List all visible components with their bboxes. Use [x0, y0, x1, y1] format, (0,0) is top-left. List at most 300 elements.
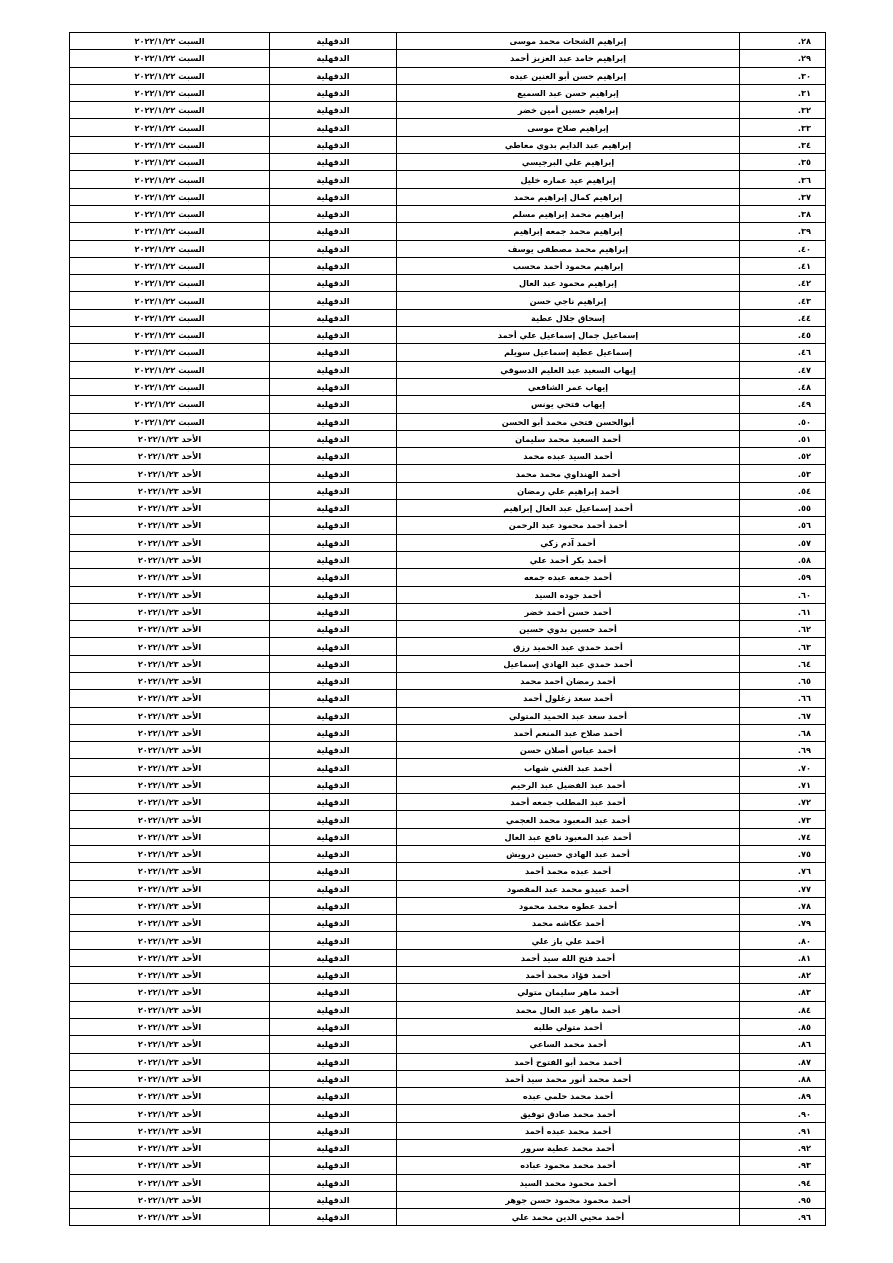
person-name: أحمد آدم زكي — [397, 534, 740, 551]
row-number: ٤٢. — [740, 275, 826, 292]
governorate: الدقهلية — [270, 396, 397, 413]
date-cell: السبت ٢٠٢٢/١/٢٢ — [70, 223, 270, 240]
date-cell: السبت ٢٠٢٢/١/٢٢ — [70, 205, 270, 222]
date-cell: السبت ٢٠٢٢/١/٢٢ — [70, 413, 270, 430]
governorate: الدقهلية — [270, 1191, 397, 1208]
governorate: الدقهلية — [270, 102, 397, 119]
person-name: إبراهيم كمال إبراهيم محمد — [397, 188, 740, 205]
governorate: الدقهلية — [270, 136, 397, 153]
date-cell: السبت ٢٠٢٢/١/٢٢ — [70, 67, 270, 84]
person-name: إبراهيم حسين أمين خضر — [397, 102, 740, 119]
person-name: إبراهيم علي البرجيسي — [397, 154, 740, 171]
table-row — [70, 984, 826, 1001]
row-number: ٢٩. — [740, 50, 826, 67]
governorate: الدقهلية — [270, 327, 397, 344]
governorate: الدقهلية — [270, 932, 397, 949]
date-cell: السبت ٢٠٢٢/١/٢٢ — [70, 344, 270, 361]
table-row — [70, 690, 826, 707]
table-row — [70, 205, 826, 222]
table-row — [70, 448, 826, 465]
person-name: إبراهيم ناجي حسن — [397, 292, 740, 309]
governorate: الدقهلية — [270, 1001, 397, 1018]
person-name: أحمد إبراهيم علي رمضان — [397, 482, 740, 499]
governorate: الدقهلية — [270, 603, 397, 620]
person-name: أحمد الهنداوي محمد محمد — [397, 465, 740, 482]
governorate: الدقهلية — [270, 655, 397, 672]
row-number: ٦٣. — [740, 638, 826, 655]
date-cell: السبت ٢٠٢٢/١/٢٢ — [70, 84, 270, 101]
row-number: ٧٧. — [740, 880, 826, 897]
person-name: أحمد سعد زغلول أحمد — [397, 690, 740, 707]
person-name: أحمد رمضان أحمد محمد — [397, 672, 740, 689]
governorate: الدقهلية — [270, 534, 397, 551]
person-name: أحمد ماهر عبد العال محمد — [397, 1001, 740, 1018]
person-name: أحمد حسن أحمد خضر — [397, 603, 740, 620]
table-row — [70, 586, 826, 603]
person-name: أحمد محمود محمد السيد — [397, 1174, 740, 1191]
governorate: الدقهلية — [270, 776, 397, 793]
person-name: أحمد حمدي عبد الهادي إسماعيل — [397, 655, 740, 672]
date-cell: السبت ٢٠٢٢/١/٢٢ — [70, 102, 270, 119]
date-cell: الأحد ٢٠٢٢/١/٢٣ — [70, 430, 270, 447]
governorate: الدقهلية — [270, 154, 397, 171]
date-cell: السبت ٢٠٢٢/١/٢٢ — [70, 188, 270, 205]
person-name: إسماعيل عطية إسماعيل سويلم — [397, 344, 740, 361]
person-name: إبراهيم حسن أبو العنين عبده — [397, 67, 740, 84]
table-row — [70, 845, 826, 862]
date-cell: السبت ٢٠٢٢/١/٢٢ — [70, 275, 270, 292]
date-cell: الأحد ٢٠٢٢/١/٢٣ — [70, 621, 270, 638]
governorate: الدقهلية — [270, 188, 397, 205]
date-cell: الأحد ٢٠٢٢/١/٢٣ — [70, 551, 270, 568]
date-cell: الأحد ٢٠٢٢/١/٢٣ — [70, 1018, 270, 1035]
person-name: أحمد محمد الساعي — [397, 1036, 740, 1053]
table-row — [70, 569, 826, 586]
table-row — [70, 275, 826, 292]
governorate: الدقهلية — [270, 292, 397, 309]
table-row — [70, 1001, 826, 1018]
date-cell: الأحد ٢٠٢٢/١/٢٣ — [70, 863, 270, 880]
governorate: الدقهلية — [270, 828, 397, 845]
date-cell: الأحد ٢٠٢٢/١/٢٣ — [70, 603, 270, 620]
date-cell: الأحد ٢٠٢٢/١/٢٣ — [70, 465, 270, 482]
person-name: إسحاق جلال عطية — [397, 309, 740, 326]
governorate: الدقهلية — [270, 361, 397, 378]
row-number: ٣٦. — [740, 171, 826, 188]
table-row — [70, 1140, 826, 1157]
row-number: ٥٢. — [740, 448, 826, 465]
date-cell: الأحد ٢٠٢٢/١/٢٣ — [70, 759, 270, 776]
date-cell: الأحد ٢٠٢٢/١/٢٣ — [70, 707, 270, 724]
governorate: الدقهلية — [270, 240, 397, 257]
date-cell: الأحد ٢٠٢٢/١/٢٣ — [70, 517, 270, 534]
person-name: أحمد عبد الهادي حسين درويش — [397, 845, 740, 862]
row-number: ٦٨. — [740, 724, 826, 741]
names-table — [69, 32, 826, 1226]
person-name: أحمد حمدي عبد الحميد رزق — [397, 638, 740, 655]
date-cell: الأحد ٢٠٢٢/١/٢٣ — [70, 724, 270, 741]
person-name: أحمد عبد الفضيل عبد الرحيم — [397, 776, 740, 793]
person-name: أبوالحسن فتحي محمد أبو الحسن — [397, 413, 740, 430]
table-row — [70, 292, 826, 309]
person-name: أحمد السعيد محمد سليمان — [397, 430, 740, 447]
governorate: الدقهلية — [270, 67, 397, 84]
document-table-container — [69, 32, 824, 1226]
person-name: أحمد محيي الدين محمد علي — [397, 1209, 740, 1226]
row-number: ٣٣. — [740, 119, 826, 136]
table-row — [70, 1122, 826, 1139]
date-cell: الأحد ٢٠٢٢/١/٢٣ — [70, 655, 270, 672]
table-row — [70, 1088, 826, 1105]
row-number: ٨٢. — [740, 967, 826, 984]
governorate: الدقهلية — [270, 84, 397, 101]
date-cell: الأحد ٢٠٢٢/١/٢٣ — [70, 534, 270, 551]
table-row — [70, 1053, 826, 1070]
date-cell: السبت ٢٠٢٢/١/٢٢ — [70, 119, 270, 136]
date-cell: الأحد ٢٠٢٢/١/٢٣ — [70, 984, 270, 1001]
date-cell: السبت ٢٠٢٢/١/٢٢ — [70, 292, 270, 309]
table-row — [70, 33, 826, 50]
row-number: ٥٦. — [740, 517, 826, 534]
governorate: الدقهلية — [270, 517, 397, 534]
table-body — [70, 33, 826, 1226]
person-name: أحمد محمد عبده أحمد — [397, 1122, 740, 1139]
date-cell: الأحد ٢٠٢٢/١/٢٣ — [70, 1105, 270, 1122]
row-number: ٧٠. — [740, 759, 826, 776]
date-cell: الأحد ٢٠٢٢/١/٢٣ — [70, 1174, 270, 1191]
governorate: الدقهلية — [270, 794, 397, 811]
date-cell: الأحد ٢٠٢٢/١/٢٣ — [70, 500, 270, 517]
date-cell: السبت ٢٠٢٢/١/٢٢ — [70, 327, 270, 344]
governorate: الدقهلية — [270, 1209, 397, 1226]
governorate: الدقهلية — [270, 430, 397, 447]
person-name: أحمد أحمد محمود عبد الرحمن — [397, 517, 740, 534]
governorate: الدقهلية — [270, 1122, 397, 1139]
table-row — [70, 327, 826, 344]
governorate: الدقهلية — [270, 465, 397, 482]
governorate: الدقهلية — [270, 1105, 397, 1122]
governorate: الدقهلية — [270, 638, 397, 655]
row-number: ٥٤. — [740, 482, 826, 499]
governorate: الدقهلية — [270, 344, 397, 361]
person-name: أحمد علي باز علي — [397, 932, 740, 949]
person-name: أحمد عبيدو محمد عبد المقصود — [397, 880, 740, 897]
date-cell: السبت ٢٠٢٢/١/٢٢ — [70, 396, 270, 413]
table-row — [70, 828, 826, 845]
person-name: أحمد فتح الله سيد أحمد — [397, 949, 740, 966]
row-number: ٩٣. — [740, 1157, 826, 1174]
person-name: إيهاب السعيد عبد العليم الدسوقي — [397, 361, 740, 378]
row-number: ٩٠. — [740, 1105, 826, 1122]
person-name: إيهاب فتحي يونس — [397, 396, 740, 413]
row-number: ٨١. — [740, 949, 826, 966]
table-row — [70, 967, 826, 984]
row-number: ٥٠. — [740, 413, 826, 430]
governorate: الدقهلية — [270, 1070, 397, 1087]
governorate: الدقهلية — [270, 984, 397, 1001]
row-number: ٩٢. — [740, 1140, 826, 1157]
person-name: أحمد عبده محمد أحمد — [397, 863, 740, 880]
governorate: الدقهلية — [270, 690, 397, 707]
governorate: الدقهلية — [270, 967, 397, 984]
row-number: ٩٤. — [740, 1174, 826, 1191]
row-number: ٥٨. — [740, 551, 826, 568]
table-row — [70, 413, 826, 430]
governorate: الدقهلية — [270, 880, 397, 897]
table-row — [70, 67, 826, 84]
row-number: ٨٠. — [740, 932, 826, 949]
table-row — [70, 655, 826, 672]
person-name: إبراهيم محمود أحمد محسب — [397, 257, 740, 274]
date-cell: الأحد ٢٠٢٢/١/٢٣ — [70, 638, 270, 655]
governorate: الدقهلية — [270, 915, 397, 932]
row-number: ٧٥. — [740, 845, 826, 862]
date-cell: الأحد ٢٠٢٢/١/٢٣ — [70, 776, 270, 793]
table-row — [70, 1174, 826, 1191]
row-number: ٣٤. — [740, 136, 826, 153]
person-name: أحمد جمعه عبده جمعه — [397, 569, 740, 586]
governorate: الدقهلية — [270, 672, 397, 689]
governorate: الدقهلية — [270, 551, 397, 568]
table-row — [70, 811, 826, 828]
table-row — [70, 223, 826, 240]
person-name: إبراهيم صلاح موسى — [397, 119, 740, 136]
person-name: أحمد صلاح عبد المنعم أحمد — [397, 724, 740, 741]
row-number: ٨٩. — [740, 1088, 826, 1105]
date-cell: الأحد ٢٠٢٢/١/٢٣ — [70, 897, 270, 914]
person-name: أحمد السيد عبده محمد — [397, 448, 740, 465]
row-number: ٤٥. — [740, 327, 826, 344]
table-row — [70, 724, 826, 741]
date-cell: السبت ٢٠٢٢/١/٢٢ — [70, 171, 270, 188]
person-name: إبراهيم عبد الدايم بدوي معاطي — [397, 136, 740, 153]
row-number: ٦٤. — [740, 655, 826, 672]
date-cell: السبت ٢٠٢٢/١/٢٢ — [70, 50, 270, 67]
person-name: أحمد محمود محمود حسن جوهر — [397, 1191, 740, 1208]
person-name: أحمد عبد المطلب جمعه أحمد — [397, 794, 740, 811]
person-name: أحمد فؤاد محمد أحمد — [397, 967, 740, 984]
row-number: ٣٧. — [740, 188, 826, 205]
person-name: أحمد ماهر سليمان متولي — [397, 984, 740, 1001]
row-number: ٣٩. — [740, 223, 826, 240]
governorate: الدقهلية — [270, 223, 397, 240]
row-number: ٣٨. — [740, 205, 826, 222]
governorate: الدقهلية — [270, 448, 397, 465]
governorate: الدقهلية — [270, 413, 397, 430]
date-cell: الأحد ٢٠٢٢/١/٢٣ — [70, 1122, 270, 1139]
row-number: ٦٥. — [740, 672, 826, 689]
person-name: أحمد عطوه محمد محمود — [397, 897, 740, 914]
table-row — [70, 603, 826, 620]
date-cell: الأحد ٢٠٢٢/١/٢٣ — [70, 1036, 270, 1053]
table-row — [70, 551, 826, 568]
date-cell: الأحد ٢٠٢٢/١/٢٣ — [70, 1088, 270, 1105]
table-row — [70, 482, 826, 499]
table-row — [70, 707, 826, 724]
row-number: ٦٢. — [740, 621, 826, 638]
table-row — [70, 776, 826, 793]
governorate: الدقهلية — [270, 33, 397, 50]
governorate: الدقهلية — [270, 1174, 397, 1191]
date-cell: السبت ٢٠٢٢/١/٢٢ — [70, 154, 270, 171]
row-number: ٩٥. — [740, 1191, 826, 1208]
date-cell: الأحد ٢٠٢٢/١/٢٣ — [70, 1209, 270, 1226]
governorate: الدقهلية — [270, 897, 397, 914]
row-number: ٤٨. — [740, 378, 826, 395]
table-row — [70, 1157, 826, 1174]
table-row — [70, 361, 826, 378]
date-cell: الأحد ٢٠٢٢/١/٢٣ — [70, 828, 270, 845]
row-number: ٨٥. — [740, 1018, 826, 1035]
row-number: ٨٦. — [740, 1036, 826, 1053]
date-cell: الأحد ٢٠٢٢/١/٢٣ — [70, 569, 270, 586]
table-row — [70, 136, 826, 153]
table-row — [70, 50, 826, 67]
governorate: الدقهلية — [270, 707, 397, 724]
row-number: ٤١. — [740, 257, 826, 274]
row-number: ٦٦. — [740, 690, 826, 707]
table-row — [70, 1036, 826, 1053]
table-row — [70, 621, 826, 638]
date-cell: السبت ٢٠٢٢/١/٢٢ — [70, 240, 270, 257]
table-row — [70, 1209, 826, 1226]
date-cell: الأحد ٢٠٢٢/١/٢٣ — [70, 845, 270, 862]
table-row — [70, 1105, 826, 1122]
table-row — [70, 672, 826, 689]
person-name: أحمد محمد عطية سرور — [397, 1140, 740, 1157]
person-name: أحمد متولي طلبه — [397, 1018, 740, 1035]
date-cell: الأحد ٢٠٢٢/١/٢٣ — [70, 672, 270, 689]
table-row — [70, 1018, 826, 1035]
governorate: الدقهلية — [270, 1140, 397, 1157]
person-name: أحمد إسماعيل عبد العال إبراهيم — [397, 500, 740, 517]
governorate: الدقهلية — [270, 482, 397, 499]
table-row — [70, 119, 826, 136]
table-row — [70, 171, 826, 188]
person-name: أحمد محمد أنور محمد سيد أحمد — [397, 1070, 740, 1087]
table-row — [70, 1070, 826, 1087]
row-number: ٤٦. — [740, 344, 826, 361]
date-cell: السبت ٢٠٢٢/١/٢٢ — [70, 136, 270, 153]
row-number: ٩١. — [740, 1122, 826, 1139]
row-number: ٤٧. — [740, 361, 826, 378]
person-name: أحمد محمد صادق توفيق — [397, 1105, 740, 1122]
row-number: ٣٥. — [740, 154, 826, 171]
person-name: إبراهيم محمد إبراهيم مسلم — [397, 205, 740, 222]
governorate: الدقهلية — [270, 309, 397, 326]
row-number: ٧٩. — [740, 915, 826, 932]
governorate: الدقهلية — [270, 811, 397, 828]
table-row — [70, 240, 826, 257]
row-number: ٦١. — [740, 603, 826, 620]
date-cell: السبت ٢٠٢٢/١/٢٢ — [70, 309, 270, 326]
governorate: الدقهلية — [270, 949, 397, 966]
governorate: الدقهلية — [270, 50, 397, 67]
date-cell: الأحد ٢٠٢٢/١/٢٣ — [70, 811, 270, 828]
table-row — [70, 154, 826, 171]
governorate: الدقهلية — [270, 724, 397, 741]
governorate: الدقهلية — [270, 569, 397, 586]
person-name: إبراهيم حامد عبد العزيز أحمد — [397, 50, 740, 67]
governorate: الدقهلية — [270, 275, 397, 292]
date-cell: الأحد ٢٠٢٢/١/٢٣ — [70, 915, 270, 932]
row-number: ٧١. — [740, 776, 826, 793]
date-cell: الأحد ٢٠٢٢/١/٢٣ — [70, 586, 270, 603]
row-number: ٤٠. — [740, 240, 826, 257]
date-cell: السبت ٢٠٢٢/١/٢٢ — [70, 257, 270, 274]
table-row — [70, 378, 826, 395]
row-number: ٧٣. — [740, 811, 826, 828]
table-row — [70, 1191, 826, 1208]
row-number: ٣٠. — [740, 67, 826, 84]
date-cell: الأحد ٢٠٢٢/١/٢٣ — [70, 1191, 270, 1208]
date-cell: السبت ٢٠٢٢/١/٢٢ — [70, 378, 270, 395]
person-name: أحمد جوده السيد — [397, 586, 740, 603]
row-number: ٤٣. — [740, 292, 826, 309]
table-row — [70, 396, 826, 413]
person-name: إبراهيم حسن عبد السميع — [397, 84, 740, 101]
governorate: الدقهلية — [270, 257, 397, 274]
governorate: الدقهلية — [270, 171, 397, 188]
row-number: ٦٠. — [740, 586, 826, 603]
person-name: أحمد محمد حلمي عبده — [397, 1088, 740, 1105]
row-number: ٨٣. — [740, 984, 826, 1001]
governorate: الدقهلية — [270, 500, 397, 517]
person-name: أحمد محمد محمود عباده — [397, 1157, 740, 1174]
row-number: ٩٦. — [740, 1209, 826, 1226]
row-number: ٨٨. — [740, 1070, 826, 1087]
date-cell: السبت ٢٠٢٢/١/٢٢ — [70, 361, 270, 378]
governorate: الدقهلية — [270, 1088, 397, 1105]
row-number: ٢٨. — [740, 33, 826, 50]
table-row — [70, 102, 826, 119]
person-name: أحمد عكاشه محمد — [397, 915, 740, 932]
date-cell: الأحد ٢٠٢٢/١/٢٣ — [70, 482, 270, 499]
governorate: الدقهلية — [270, 863, 397, 880]
table-row — [70, 742, 826, 759]
person-name: أحمد محمد أبو الفتوح أحمد — [397, 1053, 740, 1070]
table-row — [70, 759, 826, 776]
date-cell: الأحد ٢٠٢٢/١/٢٣ — [70, 880, 270, 897]
row-number: ٥٣. — [740, 465, 826, 482]
row-number: ٧٦. — [740, 863, 826, 880]
date-cell: الأحد ٢٠٢٢/١/٢٣ — [70, 690, 270, 707]
date-cell: الأحد ٢٠٢٢/١/٢٣ — [70, 967, 270, 984]
governorate: الدقهلية — [270, 759, 397, 776]
table-row — [70, 430, 826, 447]
table-row — [70, 465, 826, 482]
row-number: ٥٩. — [740, 569, 826, 586]
person-name: أحمد بكر أحمد علي — [397, 551, 740, 568]
person-name: إيهاب عمر الشافعي — [397, 378, 740, 395]
table-row — [70, 863, 826, 880]
person-name: أحمد حسين بدوي حسين — [397, 621, 740, 638]
date-cell: الأحد ٢٠٢٢/١/٢٣ — [70, 932, 270, 949]
row-number: ٥١. — [740, 430, 826, 447]
governorate: الدقهلية — [270, 1018, 397, 1035]
person-name: أحمد عباس أصلان حسن — [397, 742, 740, 759]
row-number: ٤٩. — [740, 396, 826, 413]
table-row — [70, 534, 826, 551]
person-name: أحمد سعد عبد الحميد المتولي — [397, 707, 740, 724]
date-cell: السبت ٢٠٢٢/١/٢٢ — [70, 33, 270, 50]
date-cell: الأحد ٢٠٢٢/١/٢٣ — [70, 1157, 270, 1174]
person-name: أحمد عبد الغني شهاب — [397, 759, 740, 776]
row-number: ٧٢. — [740, 794, 826, 811]
table-row — [70, 880, 826, 897]
date-cell: الأحد ٢٠٢٢/١/٢٣ — [70, 1140, 270, 1157]
table-row — [70, 309, 826, 326]
